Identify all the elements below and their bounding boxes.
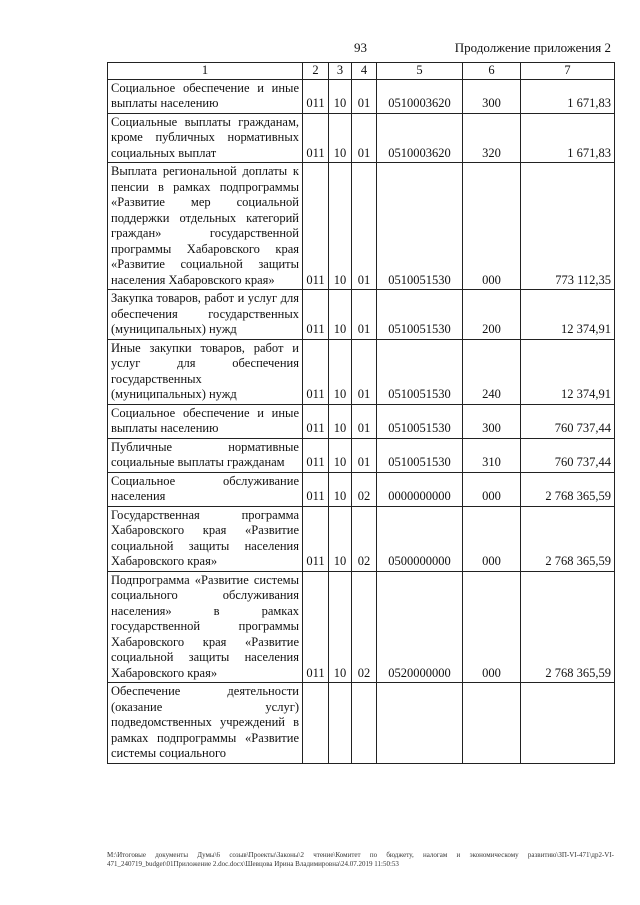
row-code-2: 011 <box>303 163 329 290</box>
row-code-5: 0520000000 <box>377 571 463 683</box>
row-code-2: 011 <box>303 472 329 506</box>
table-row <box>108 438 615 472</box>
column-header: 4 <box>352 63 377 80</box>
row-code-4: 02 <box>352 472 377 506</box>
row-code-2: 011 <box>303 438 329 472</box>
row-name: Социальное обеспечение и иные выплаты населению <box>108 79 303 113</box>
row-code-4: 01 <box>352 404 377 438</box>
column-header: 3 <box>329 63 352 80</box>
row-code-5: 0510003620 <box>377 113 463 163</box>
column-header: 7 <box>521 63 615 80</box>
row-code-4 <box>352 683 377 764</box>
row-code-6: 000 <box>463 571 521 683</box>
row-code-2: 011 <box>303 571 329 683</box>
row-code-5: 0510051530 <box>377 163 463 290</box>
row-amount: 2 768 365,59 <box>521 506 615 571</box>
row-code-4: 01 <box>352 113 377 163</box>
row-code-2: 011 <box>303 113 329 163</box>
row-code-4: 01 <box>352 339 377 404</box>
table-body <box>108 79 615 763</box>
row-name: Иные закупки товаров, работ и услуг для обеспечения государственных (муниципальных) нужд <box>108 339 303 404</box>
row-code-4: 01 <box>352 163 377 290</box>
row-amount: 2 768 365,59 <box>521 571 615 683</box>
column-header: 1 <box>108 63 303 80</box>
row-code-4: 01 <box>352 438 377 472</box>
row-code-3: 10 <box>329 339 352 404</box>
table-row <box>108 339 615 404</box>
row-name: Обеспечение деятельности (оказание услуг) подведомственных учреждений в рамках подпрограммы «Развитие системы социального <box>108 683 303 764</box>
row-code-4: 01 <box>352 290 377 340</box>
page-number: 93 <box>354 40 367 55</box>
table-row <box>108 163 615 290</box>
row-code-3 <box>329 683 352 764</box>
row-code-4: 02 <box>352 506 377 571</box>
row-code-6: 000 <box>463 163 521 290</box>
row-amount: 12 374,91 <box>521 339 615 404</box>
row-amount: 760 737,44 <box>521 438 615 472</box>
row-code-6: 320 <box>463 113 521 163</box>
row-name: Социальные выплаты гражданам, кроме публичных нормативных социальных выплат <box>108 113 303 163</box>
row-code-3: 10 <box>329 571 352 683</box>
row-code-4: 01 <box>352 79 377 113</box>
row-name: Социальное обеспечение и иные выплаты населению <box>108 404 303 438</box>
row-amount: 760 737,44 <box>521 404 615 438</box>
row-code-3: 10 <box>329 438 352 472</box>
row-code-5: 0510051530 <box>377 404 463 438</box>
row-amount: 1 671,83 <box>521 79 615 113</box>
row-code-5: 0510051530 <box>377 290 463 340</box>
row-code-2: 011 <box>303 79 329 113</box>
document-path-footer: M:\Итоговые документы Думы\6 созыв\Проекты\Законы\2 чтение\Комитет по бюджету, налогам и экономическому развитию\ЗП-VI-471\др2-VI-471_240719_budget\01Приложение 2.doc.docx\Шевцова Ирина Владимировна\24.07.2019 11:50:53 <box>107 851 614 868</box>
row-code-5 <box>377 683 463 764</box>
row-code-2: 011 <box>303 339 329 404</box>
column-header: 2 <box>303 63 329 80</box>
table-row <box>108 683 615 764</box>
page-header <box>0 40 640 58</box>
row-code-6: 000 <box>463 472 521 506</box>
row-code-6 <box>463 683 521 764</box>
row-code-5: 0510051530 <box>377 339 463 404</box>
row-code-2 <box>303 683 329 764</box>
row-code-2: 011 <box>303 506 329 571</box>
budget-table <box>107 62 615 764</box>
row-code-3: 10 <box>329 163 352 290</box>
column-header: 6 <box>463 63 521 80</box>
row-amount: 773 112,35 <box>521 163 615 290</box>
row-code-6: 310 <box>463 438 521 472</box>
row-name: Государственная программа Хабаровского края «Развитие социальной защиты населения Хабаровского края» <box>108 506 303 571</box>
row-name: Социальное обслуживание населения <box>108 472 303 506</box>
row-code-6: 000 <box>463 506 521 571</box>
row-code-5: 0000000000 <box>377 472 463 506</box>
table-row <box>108 472 615 506</box>
row-code-3: 10 <box>329 506 352 571</box>
row-code-3: 10 <box>329 290 352 340</box>
row-amount: 12 374,91 <box>521 290 615 340</box>
row-code-6: 200 <box>463 290 521 340</box>
table-header-row <box>108 63 615 80</box>
table-row <box>108 571 615 683</box>
table-row <box>108 113 615 163</box>
row-code-6: 240 <box>463 339 521 404</box>
row-code-4: 02 <box>352 571 377 683</box>
row-amount: 1 671,83 <box>521 113 615 163</box>
row-code-3: 10 <box>329 113 352 163</box>
row-code-5: 0500000000 <box>377 506 463 571</box>
row-code-2: 011 <box>303 404 329 438</box>
row-amount <box>521 683 615 764</box>
appendix-continuation-note: Продолжение приложения 2 <box>454 40 611 55</box>
row-name: Публичные нормативные социальные выплаты гражданам <box>108 438 303 472</box>
row-code-3: 10 <box>329 404 352 438</box>
row-code-3: 10 <box>329 472 352 506</box>
table-row <box>108 506 615 571</box>
row-code-3: 10 <box>329 79 352 113</box>
column-header: 5 <box>377 63 463 80</box>
row-code-6: 300 <box>463 79 521 113</box>
row-name: Выплата региональной доплаты к пенсии в рамках подпрограммы «Развитие мер социальной поддержки отдельных категорий граждан» государственной программы Хабаровского края «Развитие социальной защиты населения Хабаровского края» <box>108 163 303 290</box>
row-name: Закупка товаров, работ и услуг для обеспечения государственных (муниципальных) нужд <box>108 290 303 340</box>
row-code-2: 011 <box>303 290 329 340</box>
table-row <box>108 404 615 438</box>
row-code-5: 0510003620 <box>377 79 463 113</box>
row-code-6: 300 <box>463 404 521 438</box>
row-amount: 2 768 365,59 <box>521 472 615 506</box>
row-code-5: 0510051530 <box>377 438 463 472</box>
table-row <box>108 290 615 340</box>
row-name: Подпрограмма «Развитие системы социального обслуживания населения» в рамках государственной программы Хабаровского края «Развитие социальной защиты населения Хабаровского края» <box>108 571 303 683</box>
table-row <box>108 79 615 113</box>
